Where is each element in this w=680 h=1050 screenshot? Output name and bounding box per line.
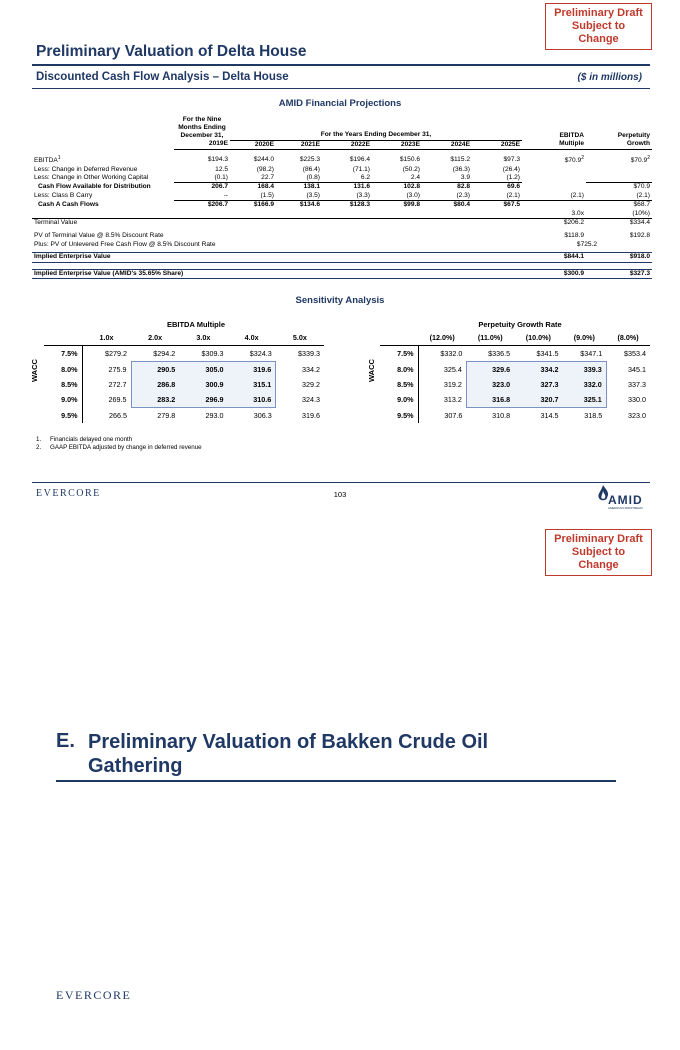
col-header: 2019E [174,140,230,149]
section-title: Discounted Cash Flow Analysis – Delta House [36,71,289,83]
footnote-ref: 1 [57,154,61,161]
row-label: Less: Class B Carry [34,191,93,199]
cell: 3.0x [522,210,586,219]
stamp-line-1: Preliminary Draft [554,533,643,545]
stamp-line-1: Preliminary Draft [554,7,643,19]
cell: $192.8 [629,232,650,240]
col-header: (8.0%) [606,330,650,346]
cell: $725.2 [576,240,598,248]
row-label-text: EBITDA [34,157,58,165]
nine-months-header [174,116,230,140]
row-label: PV of Terminal Value @ 8.5% Discount Rate [34,232,164,240]
cell: 313.2 [443,395,462,405]
cell: 296.9 [179,392,227,408]
cell: $68.7 [633,201,650,209]
cell: 306.3 [253,411,272,420]
cell: $225.3 [299,155,320,163]
footnotes [36,436,202,452]
cell: $70.9 [633,183,650,191]
cell: $279.2 [105,349,128,359]
cell: $336.5 [488,349,511,358]
cell: $327.3 [586,269,652,278]
col-header: 2024E [422,140,472,149]
cell: 6.2 [322,174,372,183]
table-row [32,218,652,227]
cell: 324.3 [302,395,320,405]
stamp-line-2: Subject to Change [571,546,626,571]
cell: $134.6 [299,201,320,209]
cell: 69.6 [507,183,520,191]
table-row [44,392,324,408]
cell: $67.5 [503,201,520,209]
ebitda-multiple-header: EBITDA [559,131,584,139]
cell: (0.8) [276,174,322,183]
footnote [36,436,202,444]
cell: 327.3 [514,377,562,392]
evercore-logo: EVERCORE [36,488,101,499]
col-header: (9.0%) [563,330,607,346]
cell: 323.0 [466,377,514,392]
cell: 279.8 [157,411,176,420]
col-header: 2023E [372,140,422,149]
table-row [32,166,652,174]
cell: 22.7 [230,174,276,183]
cell: 206.7 [211,183,228,191]
table-row [380,408,650,424]
table-row [380,362,650,378]
amid-logo-subtext: AMERICAN MIDSTREAM [608,506,643,510]
col-header: Multiple [522,140,586,149]
cell: $118.9 [564,232,584,240]
cell: 325.1 [563,392,607,408]
nine-months-line-3: December 31, [180,132,224,139]
cell: 307.6 [444,410,463,420]
cell: (86.4) [302,165,320,173]
cell: $97.3 [503,155,520,163]
cell: 337.3 [628,380,646,389]
cell: $99.8 [403,201,420,209]
cell: 339.3 [563,362,607,378]
table-row [32,183,652,192]
footer-rule [32,482,650,483]
cell: 3.9 [422,174,472,183]
section-divider-title-line-2: Gathering [88,755,183,777]
cell: $196.4 [349,155,370,163]
col-header: 4.0x [228,330,276,346]
table-row [44,408,324,424]
perpetuity-sensitivity-table [380,330,650,423]
ebitda-sensitivity-table [44,330,324,423]
wacc-cell: 9.0% [380,392,418,408]
cell: $918.0 [586,253,652,262]
table-row [32,154,652,166]
cell: (2.1) [472,192,522,201]
cell: 314.5 [540,411,559,420]
cell: $341.5 [536,349,559,358]
cell: $194.3 [207,155,228,163]
section-divider-title [88,730,488,778]
row-label: Cash A Cash Flows [38,200,99,208]
cell: 305.0 [179,362,227,378]
cell: (26.4) [502,165,520,173]
col-header: 5.0x [276,330,324,346]
wacc-cell: 7.5% [380,346,418,362]
wacc-cell: 8.0% [380,362,418,378]
cell: 323.0 [628,410,646,420]
footnote-ref: 2 [647,154,650,161]
cell: $128.3 [349,201,370,209]
wacc-axis-label: WACC [30,359,39,382]
cell: 168.4 [257,183,274,191]
col-header: 2022E [322,140,372,149]
cell: 330.0 [628,395,646,405]
cell: $115.2 [450,155,470,163]
cell: (10%) [586,210,652,219]
perpetuity-header: Perpetuity [617,131,650,139]
wacc-cell: 9.0% [44,392,82,408]
cell: 266.5 [109,410,128,420]
financial-projections-table [32,116,652,279]
preliminary-draft-stamp [545,3,652,50]
wacc-axis-label: WACC [367,359,376,382]
wacc-cell: 8.0% [44,362,82,378]
wacc-cell: 8.5% [380,377,418,392]
col-header: (10.0%) [514,330,562,346]
cell: (2.1) [522,192,586,201]
footnote-ref: 2 [581,154,584,161]
col-header: (12.0%) [418,330,466,346]
section-divider-letter: E. [56,730,75,752]
nine-months-line-2: Months Ending [178,124,226,131]
cell: 334.2 [302,364,320,374]
cell: 320.7 [514,392,562,408]
cell: $844.1 [522,253,586,262]
cell: $206.7 [207,201,228,209]
cell: 319.6 [228,362,276,378]
cell-value: $70.9 [564,157,582,165]
projections-title: AMID Financial Projections [278,98,402,109]
cell: $324.3 [249,349,272,358]
cell: -- [174,192,230,201]
nine-months-line-1: For the Nine [182,116,222,123]
cell: $347.1 [580,349,603,358]
amid-logo-text: AMID [608,493,643,507]
cell: 334.2 [514,362,562,378]
cell: 319.6 [302,410,320,420]
cell: (1.5) [230,192,276,201]
cell: (3.5) [276,192,322,201]
col-header: (11.0%) [466,330,514,346]
cell [522,154,586,166]
table-row [44,362,324,378]
cell: (3.0) [372,192,422,201]
table-row [380,346,650,362]
units-note: ($ in millions) [577,72,642,83]
cell: 300.9 [179,377,227,392]
cell: 102.8 [403,183,420,191]
col-header: 3.0x [179,330,227,346]
cell: 138.1 [303,183,320,191]
cell: $206.2 [563,218,584,226]
section-divider-title-line-1: Preliminary Valuation of Bakken Crude Oil [88,731,489,753]
cell: 12.5 [215,165,228,173]
cell: (98.2) [256,165,274,173]
cell: $309.3 [201,349,224,358]
cell-value: $70.9 [630,157,648,165]
cell: 329.2 [302,380,320,389]
cell: 316.8 [466,392,514,408]
row-label: Implied Enterprise Value [32,253,230,262]
table-row [32,253,652,262]
wacc-cell: 9.5% [44,408,82,424]
cell: $332.0 [440,349,463,359]
row-label: Less: Change in Deferred Revenue [34,165,138,173]
cell [586,154,652,166]
section-divider-rule [56,780,616,782]
table-row [380,377,650,392]
cell: (3.3) [322,192,372,201]
evercore-logo-bottom: EVERCORE [56,988,132,1002]
cell: 332.0 [563,377,607,392]
col-header: 2020E [230,140,276,149]
cell: $339.3 [298,349,320,359]
footnote [36,444,202,452]
col-header: 2025E [472,140,522,149]
footnote-text: GAAP EBITDA adjusted by change in deferred revenue [50,444,202,451]
cell: $300.9 [522,269,586,278]
cell: (2.3) [422,192,472,201]
table-row [32,192,652,201]
years-header: For the Years Ending December 31, [230,116,522,140]
footnote-text: Financials delayed one month [50,436,133,443]
page-title: Preliminary Valuation of Delta House [36,43,307,60]
col-header: Growth [586,140,652,149]
stamp-line-2: Subject to Change [571,20,626,45]
cell: $294.2 [153,349,176,358]
cell: $334.4 [629,218,650,226]
cell: 272.7 [108,380,127,389]
cell: (36.3) [452,165,470,173]
cell: 269.5 [108,395,127,405]
table-row [32,241,652,249]
cell: 82.8 [457,183,470,191]
col-header: 1.0x [82,330,131,346]
cell: 310.8 [492,411,511,420]
cell: 318.5 [584,411,603,420]
cell: (2.1) [586,192,652,201]
wacc-cell: 8.5% [44,377,82,392]
table-row [44,346,324,362]
cell: 131.6 [353,183,370,191]
cell: 283.2 [131,392,179,408]
table-row [32,232,652,240]
table-row [380,392,650,408]
cell: 325.4 [443,364,462,374]
table-row [32,210,652,219]
table-row [32,174,652,183]
wacc-cell: 9.5% [380,408,418,424]
perpetuity-growth-title: Perpetuity Growth Rate [478,320,562,329]
preliminary-draft-stamp [545,529,652,576]
ebitda-multiple-title: EBITDA Multiple [166,320,226,329]
cell: $353.4 [624,349,646,359]
row-label: Plus: PV of Unlevered Free Cash Flow @ 8.5% Discount Rate [34,240,216,248]
cell: 2.4 [372,174,422,183]
cell: 310.6 [228,392,276,408]
cell: (50.2) [402,165,420,173]
title-rule [32,64,650,66]
cell: (71.1) [352,165,370,173]
col-header: 2.0x [131,330,179,346]
footnote-number: 1. [36,436,42,443]
section-rule [32,88,650,89]
row-label: Cash Flow Available for Distribution [38,183,151,191]
page-number: 103 [333,490,347,499]
row-label [32,154,174,166]
cell: $150.6 [399,155,420,163]
amid-logo [590,484,652,512]
cell: 329.6 [466,362,514,378]
col-header: 2021E [276,140,322,149]
footnote-number: 2. [36,444,42,451]
cell: $166.9 [253,201,274,209]
cell: 293.0 [205,411,224,420]
table-row [32,269,652,278]
row-label: Implied Enterprise Value (AMID's 35.65% Share) [32,269,276,278]
table-row [44,377,324,392]
cell: 345.1 [628,364,646,374]
cell: $244.0 [253,155,274,163]
row-label: Terminal Value [34,218,78,226]
cell: 315.1 [228,377,276,392]
row-label: Less: Change in Other Working Capital [34,174,149,182]
cell: (1.2) [472,174,522,183]
cell: 290.5 [131,362,179,378]
wacc-cell: 7.5% [44,346,82,362]
cell: (0.1) [174,174,230,183]
cell: 286.8 [131,377,179,392]
sensitivity-title: Sensitivity Analysis [295,295,385,306]
cell: 275.9 [108,364,127,374]
table-row [32,201,652,210]
cell: $80.4 [453,201,470,209]
cell: 319.2 [443,380,462,389]
